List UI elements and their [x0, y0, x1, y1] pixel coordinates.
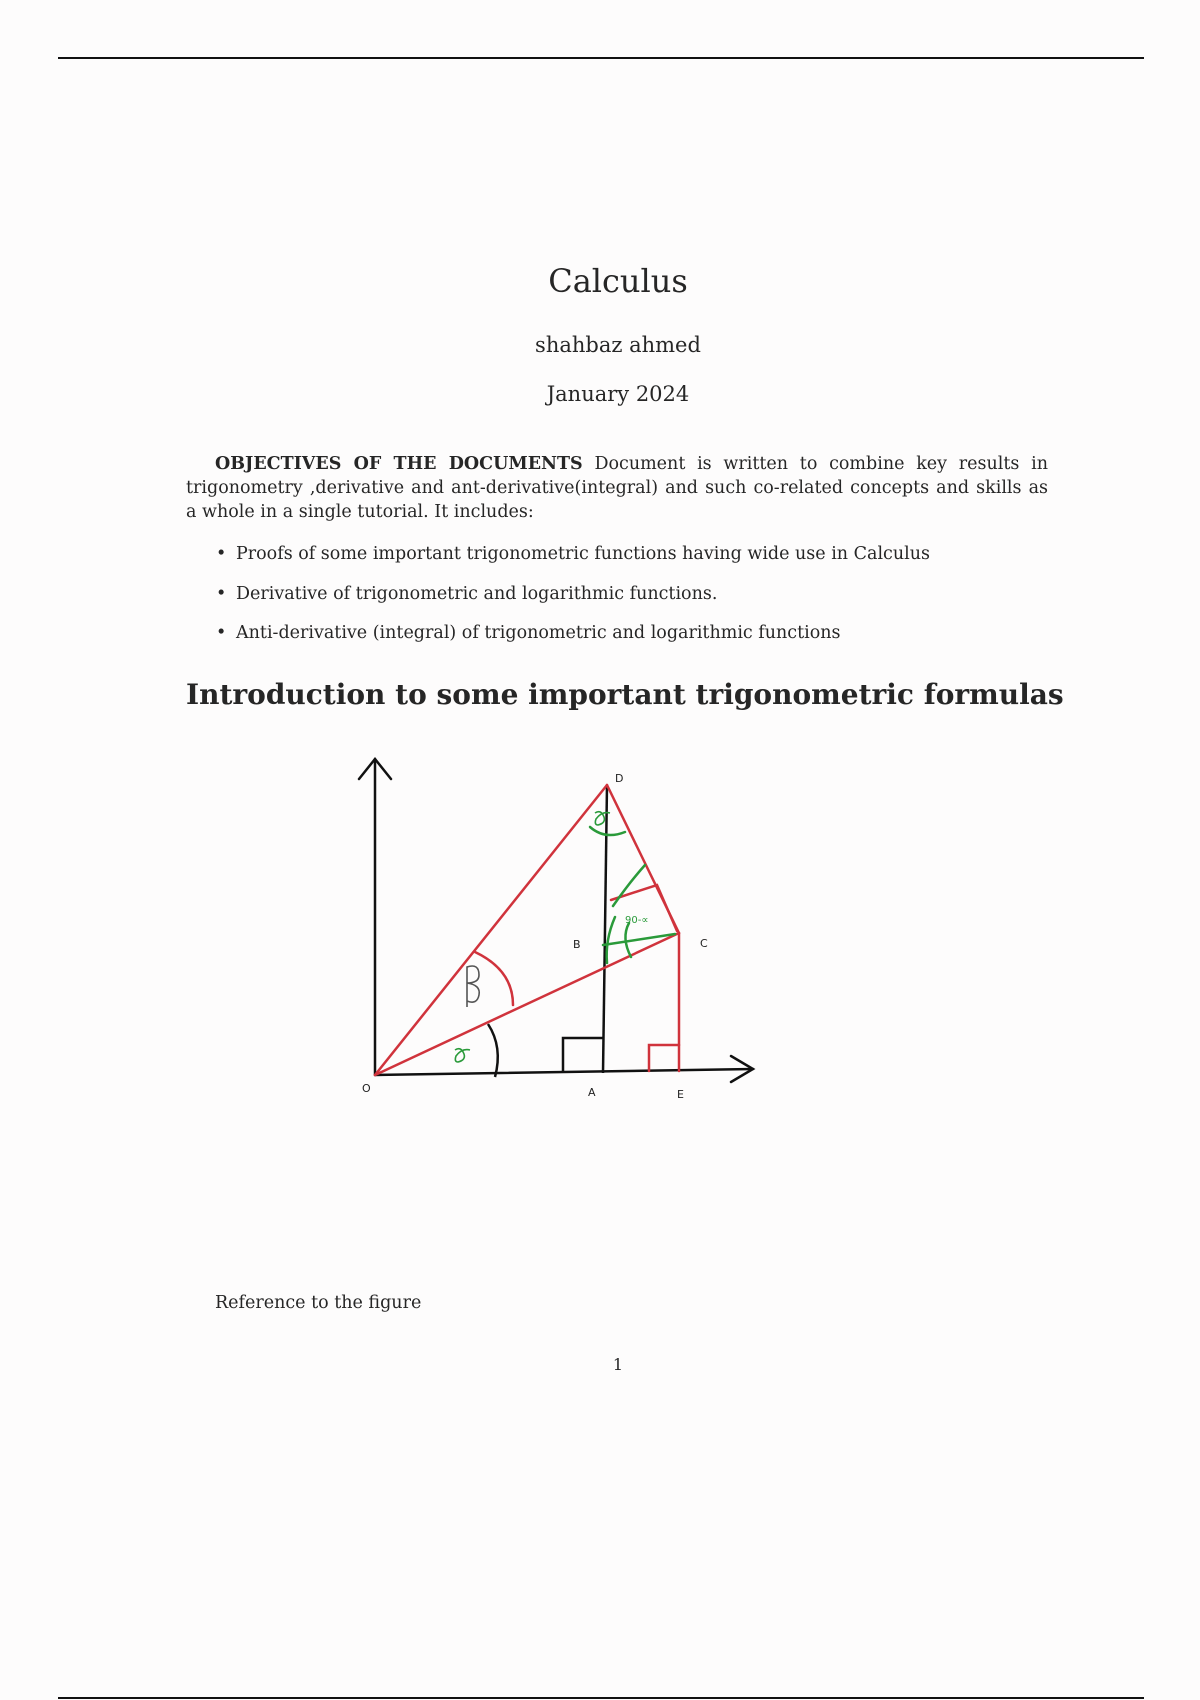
section-heading: Introduction to some important trigonometric formulas: [186, 678, 1064, 711]
right-angle-mark-a: [563, 1038, 603, 1072]
abstract-heading: OBJECTIVES OF THE DOCUMENTS: [215, 454, 583, 474]
page-number: 1: [612, 1355, 624, 1374]
point-label-c: C: [700, 937, 708, 950]
beta-symbol: [467, 966, 479, 1007]
alpha-symbol-o: [455, 1049, 470, 1062]
document-title: Calculus: [548, 262, 688, 300]
trigonometry-figure: [185, 735, 975, 1265]
line-oc: [375, 933, 679, 1075]
document-author: shahbaz ahmed: [535, 333, 701, 357]
beta-arc-o: [475, 952, 513, 1005]
list-item: • Anti-derivative (integral) of trigonometric and logarithmic functions: [186, 621, 1048, 645]
angle-label-90-alpha: 90-∝: [625, 915, 649, 926]
point-label-e: E: [677, 1088, 684, 1101]
contents-list: [186, 542, 1048, 661]
point-label-b: B: [573, 938, 581, 951]
top-rule: [58, 57, 1144, 59]
point-label-o: O: [362, 1082, 371, 1095]
arc-b-lower: [607, 917, 615, 963]
abstract-paragraph: [186, 452, 1048, 524]
arc-b-upper: [613, 865, 645, 906]
list-item: • Proofs of some important trigonometric functions having wide use in Calculus: [186, 542, 1048, 566]
abstract-text: Document is written to combine key results in trigonometry ,derivative and ant-derivative(integral) and such co-related concepts and skills as a whole in a single tutorial. It includes:: [186, 454, 1048, 522]
point-label-a: A: [588, 1086, 596, 1099]
line-da: [603, 785, 607, 1073]
document-date: January 2024: [546, 382, 690, 406]
alpha-arc-o: [488, 1024, 498, 1077]
right-angle-mark-e: [649, 1045, 679, 1071]
y-axis: [359, 759, 391, 1075]
point-label-d: D: [615, 772, 624, 785]
bottom-rule: [58, 1697, 1144, 1699]
list-item: • Derivative of trigonometric and logarithmic functions.: [186, 582, 1048, 606]
figure-reference-text: Reference to the figure: [215, 1293, 422, 1313]
